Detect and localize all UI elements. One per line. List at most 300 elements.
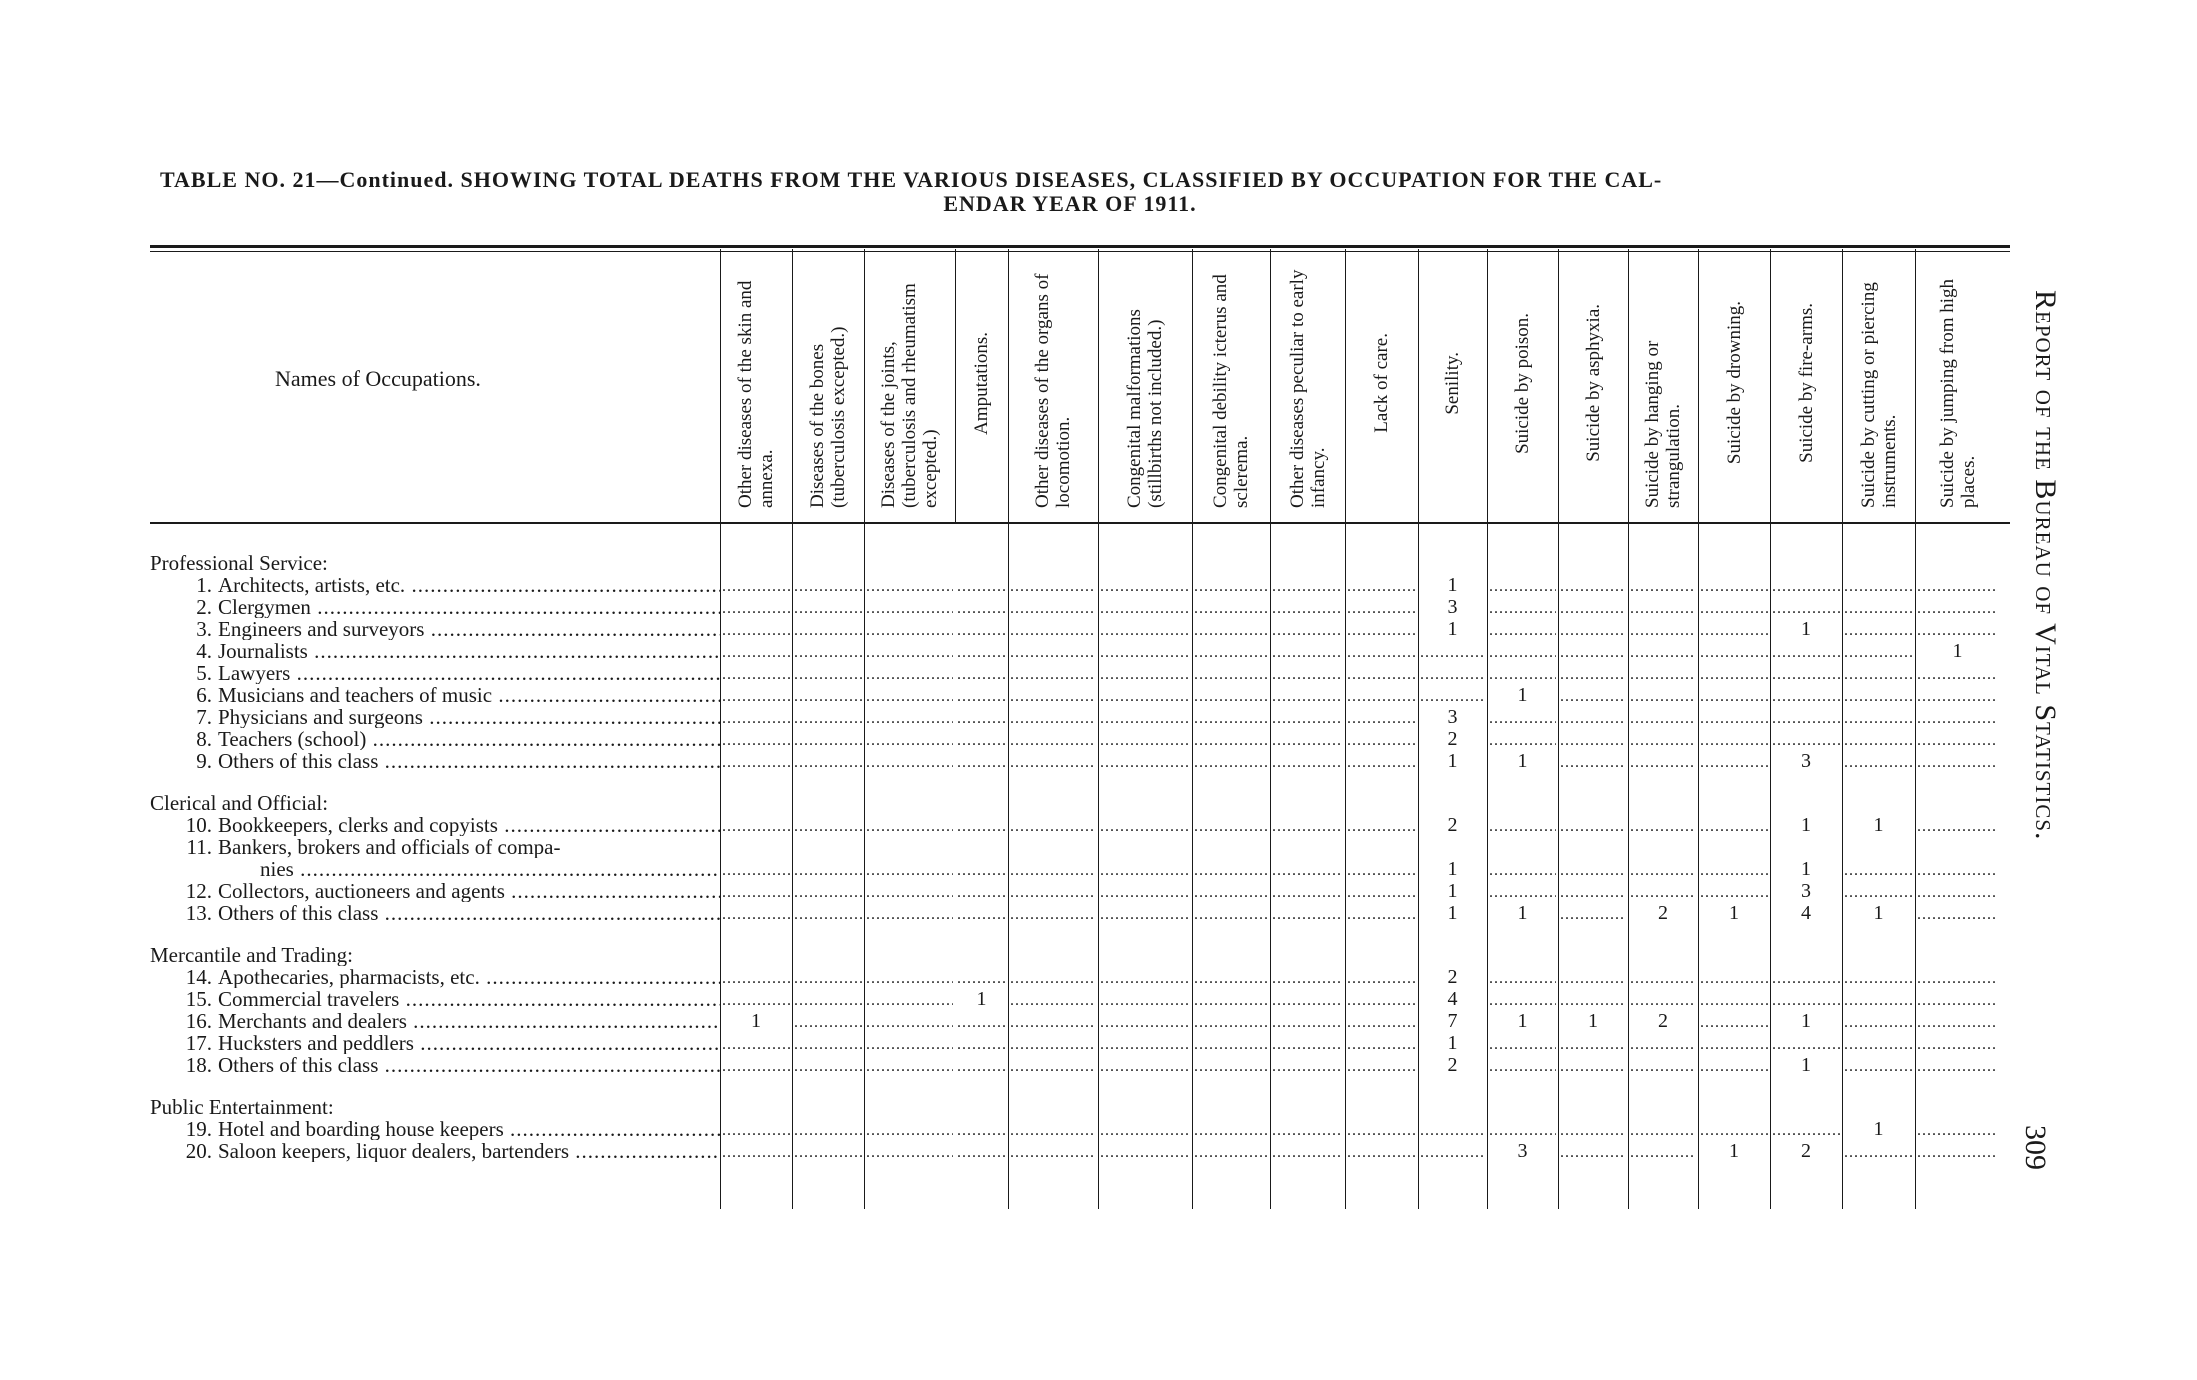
table-cell (794, 880, 862, 902)
table-cell (1630, 988, 1696, 1010)
table-cell (1700, 750, 1768, 772)
column-header-text: Suicide by hanging or strangulation. (1642, 340, 1684, 508)
occupation-name (150, 728, 720, 750)
table-cell (957, 1054, 1006, 1076)
table-cell (1100, 902, 1190, 924)
table-cell (1194, 1054, 1268, 1076)
table-cell: 1 (1447, 618, 1458, 640)
column-header-text: Amputations. (971, 331, 992, 435)
table-cell (1772, 596, 1840, 618)
table-cell: 1 (1517, 684, 1528, 706)
table-cell (1272, 1054, 1343, 1076)
occupation-name (150, 814, 720, 836)
table-cell: 1 (1447, 858, 1458, 880)
table-cell (1630, 640, 1696, 662)
table-cell (722, 858, 790, 880)
table-cell (1917, 814, 1998, 836)
table-cell: 1 (1447, 902, 1458, 924)
table-cell (1700, 1032, 1768, 1054)
table-cell (794, 618, 862, 640)
column-header-text: Senility. (1442, 351, 1463, 415)
table-cell (1917, 706, 1998, 728)
table-cell (1560, 1118, 1626, 1140)
table-cell: 1 (1588, 1010, 1598, 1032)
column-header-text: Congenital malformations (stillbirths not included.) (1124, 309, 1166, 508)
table-cell: 3 (1517, 1140, 1528, 1162)
occupation-label: Musicians and teachers of music ..... (218, 684, 720, 706)
row-number: 9. (196, 750, 212, 772)
table-cell (1347, 880, 1416, 902)
table-cell: 1 (1729, 1140, 1739, 1162)
table-cell (1917, 728, 1998, 750)
occupation-name (150, 596, 720, 618)
table-cell (794, 1032, 862, 1054)
table-cell (1010, 662, 1096, 684)
title-line-2: ENDAR YEAR OF 1911. (943, 191, 1197, 216)
table-cell (1347, 706, 1416, 728)
table-cell (1489, 574, 1556, 596)
table-cell (1772, 684, 1840, 706)
table-cell (1560, 902, 1626, 924)
table-cell (1100, 988, 1190, 1010)
category-name: Clerical and Official: (150, 792, 329, 814)
row-number: 11. (186, 836, 212, 858)
table-cell (1917, 902, 1998, 924)
table-cell (1010, 966, 1096, 988)
table-cell (1700, 728, 1768, 750)
table-cell (1272, 1118, 1343, 1140)
table-cell (1700, 988, 1768, 1010)
table-cell (722, 902, 790, 924)
category-row (150, 552, 2010, 574)
column-header-2 (792, 258, 864, 508)
table-cell (866, 1118, 953, 1140)
table-cell (1100, 966, 1190, 988)
table-cell (1100, 574, 1190, 596)
table-cell (957, 618, 1006, 640)
table-cell (1489, 640, 1556, 662)
table-cell (866, 750, 953, 772)
table-cell (957, 902, 1006, 924)
table-cell (1560, 596, 1626, 618)
table-cell: 1 (1517, 902, 1528, 924)
table-cell (957, 1032, 1006, 1054)
table-row (150, 814, 2010, 836)
table-cell (1272, 966, 1343, 988)
table-cell (1272, 1140, 1343, 1162)
row-number: 10. (185, 814, 212, 836)
column-header-text: Diseases of the bones (tuberculosis excepted.) (807, 326, 849, 508)
table-cell (794, 1010, 862, 1032)
table-cell (722, 988, 790, 1010)
column-header-1 (720, 258, 792, 508)
table-cell (866, 662, 953, 684)
table-cell (1772, 640, 1840, 662)
table-cell (1100, 1140, 1190, 1162)
table-cell (957, 1010, 1006, 1032)
table-cell (794, 750, 862, 772)
table-cell (722, 684, 790, 706)
table-cell (1010, 902, 1096, 924)
occupation-label: Clergymen ..... (218, 596, 720, 618)
table-cell (1489, 814, 1556, 836)
table-cell: 1 (751, 1010, 761, 1032)
table-cell (794, 1054, 862, 1076)
table-cell (1100, 706, 1190, 728)
column-header-14 (1698, 258, 1770, 508)
table-cell (722, 814, 790, 836)
table-cell: 1 (1447, 750, 1458, 772)
table-cell (722, 618, 790, 640)
table-cell (866, 728, 953, 750)
table-cell (1194, 750, 1268, 772)
table-cell: 1 (1447, 574, 1458, 596)
table-cell (1772, 966, 1840, 988)
occupation-label: Engineers and surveyors ..... (218, 618, 720, 640)
table-cell (1772, 1118, 1840, 1140)
table-cell (1010, 1118, 1096, 1140)
column-header-text: Suicide by drowning. (1723, 301, 1745, 465)
table-cell (1272, 728, 1343, 750)
table-cell (1489, 880, 1556, 902)
table-cell (1272, 640, 1343, 662)
table-cell (1489, 662, 1556, 684)
table-cell (1917, 966, 1998, 988)
table-cell (1772, 1032, 1840, 1054)
row-number: 1. (196, 574, 212, 596)
table-cell (1272, 706, 1343, 728)
table-cell (1917, 858, 1998, 880)
table-cell (1489, 988, 1556, 1010)
table-cell (1917, 618, 1998, 640)
table-cell (1917, 880, 1998, 902)
table-cell (1489, 596, 1556, 618)
table-cell: 2 (1658, 902, 1668, 924)
table-cell: 1 (1729, 902, 1739, 924)
table-cell (866, 988, 953, 1010)
table-cell (1347, 1032, 1416, 1054)
table-cell (866, 574, 953, 596)
table-cell: 1 (1801, 1010, 1811, 1032)
table-cell (1347, 618, 1416, 640)
table-cell (1347, 750, 1416, 772)
column-header-text: Suicide by asphyxia. (1582, 304, 1604, 462)
table-cell (1272, 618, 1343, 640)
table-cell (957, 858, 1006, 880)
occupation-label: Others of this class ..... (218, 902, 720, 924)
table-cell (1560, 706, 1626, 728)
table-cell (1917, 1118, 1998, 1140)
row-number: 2. (196, 596, 212, 618)
table-row (150, 836, 2010, 858)
table-cell (1630, 750, 1696, 772)
occupation-name (150, 902, 720, 924)
table-cell (1347, 1010, 1416, 1032)
table-cell (1100, 880, 1190, 902)
table-cell (722, 662, 790, 684)
column-header-text: Congenital debility icterus and sclerema. (1210, 274, 1252, 508)
table-cell (1010, 1054, 1096, 1076)
table-cell (1844, 596, 1913, 618)
table-cell (1100, 728, 1190, 750)
table-cell (1010, 706, 1096, 728)
table-cell (1917, 988, 1998, 1010)
table-cell (1560, 640, 1626, 662)
occupation-label: Journalists ..... (218, 640, 720, 662)
table-cell (722, 640, 790, 662)
table-cell (1560, 966, 1626, 988)
table-cell (1772, 706, 1840, 728)
table-cell (1630, 814, 1696, 836)
table-cell (1489, 706, 1556, 728)
table-row (150, 618, 2010, 640)
table-cell (1700, 858, 1768, 880)
table-cell (1100, 858, 1190, 880)
table-cell (1489, 1054, 1556, 1076)
table-cell (866, 640, 953, 662)
table-cell (1844, 988, 1913, 1010)
column-header-11 (1487, 258, 1558, 508)
table-cell (1844, 858, 1913, 880)
table-row (150, 596, 2010, 618)
table-cell (957, 1140, 1006, 1162)
occupation-name (150, 880, 720, 902)
table-cell (1700, 574, 1768, 596)
row-number: 16. (185, 1010, 212, 1032)
table-row (150, 1140, 2010, 1162)
table-cell (1100, 1118, 1190, 1140)
table-cell (866, 684, 953, 706)
table-cell (1700, 1118, 1768, 1140)
table-cell (1917, 684, 1998, 706)
table-cell: 1 (1517, 750, 1528, 772)
table-cell (1347, 728, 1416, 750)
table-cell (1420, 1118, 1485, 1140)
table-cell (1560, 988, 1626, 1010)
table-cell (1630, 618, 1696, 640)
table-cell (957, 750, 1006, 772)
occupation-label: Architects, artists, etc. ..... (218, 574, 720, 596)
occupation-label: Saloon keepers, liquor dealers, bartenders ..... (218, 1140, 720, 1162)
table-cell (722, 966, 790, 988)
row-number: 15. (185, 988, 212, 1010)
table-cell (1272, 662, 1343, 684)
table-cell (1844, 1054, 1913, 1076)
occupation-name (150, 662, 720, 684)
column-header-text: Lack of care. (1371, 333, 1392, 433)
occupation-label: Others of this class ..... (218, 750, 720, 772)
table-cell (794, 640, 862, 662)
table-cell (1100, 640, 1190, 662)
column-header-12 (1558, 258, 1628, 508)
table-cell (957, 814, 1006, 836)
occupation-label: Physicians and surgeons ..... (218, 706, 720, 728)
table-cell (1560, 880, 1626, 902)
table-cell (1917, 750, 1998, 772)
table-cell (1630, 574, 1696, 596)
column-header-text: Suicide by jumping from high places. (1936, 278, 1979, 508)
table-cell: 1 (1447, 880, 1458, 902)
table-cell: 3 (1447, 596, 1458, 618)
row-number: 20. (185, 1140, 212, 1162)
table-cell (1630, 1140, 1696, 1162)
occupation-name (150, 1010, 720, 1032)
column-header-9 (1345, 258, 1418, 508)
table-cell (957, 640, 1006, 662)
table-row (150, 706, 2010, 728)
table-cell (1917, 1140, 1998, 1162)
occupation-name (150, 836, 720, 858)
table-row (150, 902, 2010, 924)
top-rule-thin (150, 251, 2010, 252)
occupation-label: Others of this class ..... (218, 1054, 720, 1076)
table-cell (1844, 574, 1913, 596)
table-cell (1100, 684, 1190, 706)
row-number: 18. (185, 1054, 212, 1076)
table-cell (1489, 966, 1556, 988)
table-cell (1772, 728, 1840, 750)
table-cell (1630, 596, 1696, 618)
table-cell (1700, 814, 1768, 836)
category-row (150, 1096, 2010, 1118)
table-cell (1100, 1010, 1190, 1032)
row-number: 17. (185, 1032, 212, 1054)
column-header-6 (1098, 258, 1192, 508)
table-cell (1100, 1032, 1190, 1054)
occupation-label: Commercial travelers ..... (218, 988, 720, 1010)
table-cell (1100, 814, 1190, 836)
table-cell (957, 966, 1006, 988)
top-rule (150, 245, 2010, 248)
table-cell (1630, 1054, 1696, 1076)
occupation-name (150, 1032, 720, 1054)
table-cell (1630, 966, 1696, 988)
table-cell (1700, 1054, 1768, 1076)
table-cell (1917, 1010, 1998, 1032)
table-cell: 4 (1447, 988, 1458, 1010)
table-cell (1630, 728, 1696, 750)
column-header-text: Other diseases peculiar to early infancy. (1286, 269, 1329, 508)
table-cell: 1 (1873, 902, 1884, 924)
table-cell (1844, 728, 1913, 750)
table-cell (1194, 1140, 1268, 1162)
table-cell (1194, 814, 1268, 836)
table-cell (957, 880, 1006, 902)
table-cell (1272, 880, 1343, 902)
table-cell: 1 (1873, 1118, 1884, 1140)
table-cell (1700, 640, 1768, 662)
table-cell (1560, 1032, 1626, 1054)
running-head: Report of the Bureau of Vital Statistics. (2029, 290, 2062, 841)
table-cell (1010, 596, 1096, 618)
table-cell (794, 988, 862, 1010)
table-cell (1010, 880, 1096, 902)
table-cell (1560, 858, 1626, 880)
occupation-name (150, 684, 720, 706)
occupation-label: Teachers (school) ..... (218, 728, 720, 750)
table-cell (1010, 618, 1096, 640)
row-number: 7. (196, 706, 212, 728)
occupation-name (150, 1054, 720, 1076)
table-cell (1560, 750, 1626, 772)
table-cell (1917, 1054, 1998, 1076)
table-cell (794, 596, 862, 618)
table-cell (1844, 1010, 1913, 1032)
category-row (150, 944, 2010, 966)
table-row (150, 1118, 2010, 1140)
table-cell (1700, 706, 1768, 728)
table-cell: 1 (1801, 618, 1811, 640)
table-cell (1560, 814, 1626, 836)
table-cell: 1 (1517, 1010, 1528, 1032)
table-cell (1100, 662, 1190, 684)
column-header-8 (1270, 258, 1345, 508)
table-cell (866, 706, 953, 728)
table-row (150, 1010, 2010, 1032)
occupation-label: Bookkeepers, clerks and copyists ..... (218, 814, 720, 836)
table-cell: 3 (1801, 880, 1811, 902)
column-header-17 (1915, 258, 2000, 508)
table-cell: 1 (1952, 640, 1963, 662)
table-cell (1844, 706, 1913, 728)
table-cell (1560, 618, 1626, 640)
table-cell: 2 (1447, 728, 1458, 750)
table-cell (1194, 684, 1268, 706)
occupation-label: Hucksters and peddlers ..... (218, 1032, 720, 1054)
table-cell (1844, 662, 1913, 684)
occupation-name (150, 750, 720, 772)
table-row (150, 1032, 2010, 1054)
table-row (150, 1054, 2010, 1076)
table-cell (957, 662, 1006, 684)
column-header-text: Suicide by cutting or piercing instruments. (1857, 282, 1900, 508)
table-cell (1560, 728, 1626, 750)
title-line-1: TABLE NO. 21—Continued. SHOWING TOTAL DEATHS FROM THE VARIOUS DISEASES, CLASSIFIED BY OCCUPATION FOR THE CAL- (160, 167, 1663, 192)
table-cell (1010, 988, 1096, 1010)
table-row (150, 574, 2010, 596)
table-cell (1010, 1032, 1096, 1054)
table-cell (1194, 1032, 1268, 1054)
table-cell (1100, 596, 1190, 618)
table-cell (1844, 1032, 1913, 1054)
table-cell (1844, 684, 1913, 706)
table-cell (1347, 684, 1416, 706)
table-cell (1489, 728, 1556, 750)
table-cell (1194, 858, 1268, 880)
table-cell (866, 1054, 953, 1076)
table-cell (1560, 662, 1626, 684)
table-cell (1100, 750, 1190, 772)
table-cell (1700, 618, 1768, 640)
table-cell (1347, 902, 1416, 924)
table-cell: 4 (1801, 902, 1811, 924)
header-rule (150, 522, 2010, 524)
table-cell (1347, 858, 1416, 880)
column-header-15 (1770, 258, 1842, 508)
column-header-text: Suicide by poison. (1512, 312, 1533, 454)
table-row (150, 662, 2010, 684)
table-cell (794, 902, 862, 924)
table-cell (1844, 640, 1913, 662)
occupation-label: Hotel and boarding house keepers ..... (218, 1118, 720, 1140)
table-cell (1347, 1054, 1416, 1076)
column-header-text: Other diseases of the skin and annexa. (735, 280, 777, 508)
table-cell (1630, 858, 1696, 880)
table-cell (866, 966, 953, 988)
table-row (150, 880, 2010, 902)
table-cell (1489, 1118, 1556, 1140)
table-cell (1194, 1010, 1268, 1032)
